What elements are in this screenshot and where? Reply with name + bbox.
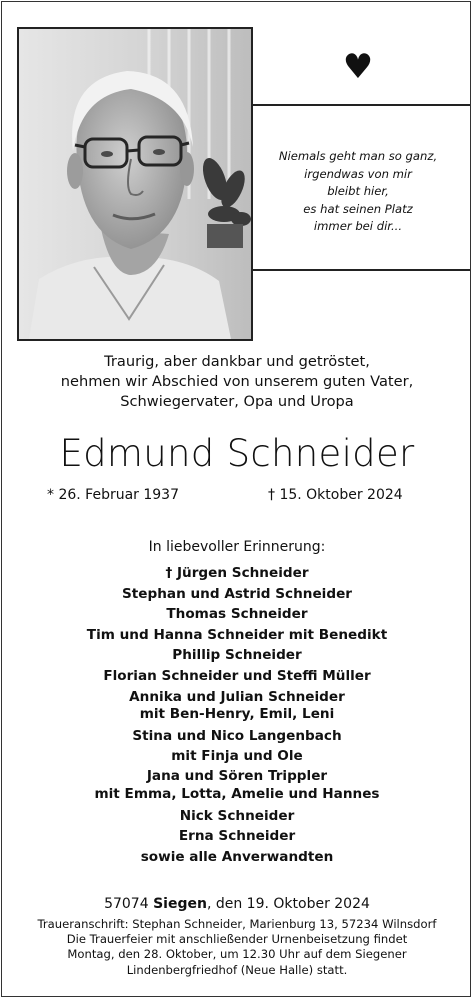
footer-line: Montag, den 28. Oktober, um 12.30 Uhr auf dem Siegener <box>67 947 407 962</box>
poem <box>258 148 458 236</box>
place-date <box>0 895 474 913</box>
footer-line: Lindenbergfriedhof (Neue Halle) statt. <box>126 962 348 977</box>
mourner-line: Thomas Schneider <box>166 606 308 623</box>
mourner-line: mit Ben-Henry, Emil, Leni <box>139 706 335 723</box>
notice-date: , den 19. Oktober 2024 <box>206 896 370 912</box>
poem-line: es hat seinen Platz <box>303 201 413 216</box>
memory-heading: In liebevoller Erinnerung: <box>148 539 326 555</box>
poem-line: bleibt hier, <box>327 184 389 198</box>
divider-top <box>253 104 470 106</box>
mourning-address: Traueranschrift: Stephan Schneider, Marienburg 13, 57234 Wilnsdorf <box>37 917 437 931</box>
poem-line: immer bei dir... <box>313 219 403 233</box>
footer-line: Die Trauerfeier mit anschließender Urnenbeisetzung findet <box>66 932 408 947</box>
mourner-line: Stina und Nico Langenbach <box>132 727 342 744</box>
mourner-line: Erna Schneider <box>178 828 296 845</box>
deceased-name: Edmund Schneider <box>59 432 415 475</box>
intro-line: Schwiegervater, Opa und Uropa <box>120 392 354 410</box>
poem-line: Niemals geht man so ganz, <box>278 149 438 163</box>
city: Siegen <box>153 896 207 912</box>
mourner-line: Nick Schneider <box>179 807 295 824</box>
mourner-line: mit Finja und Ole <box>171 748 303 765</box>
intro-text <box>0 352 474 411</box>
heart-icon: ♥ <box>342 47 374 87</box>
intro-line: nehmen wir Abschied von unserem guten Vater, <box>60 372 414 390</box>
poem-line: irgendwas von mir <box>304 166 412 181</box>
intro-line: Traurig, aber dankbar und getröstet, <box>104 353 370 370</box>
mourner-line: Stephan und Astrid Schneider <box>122 585 352 602</box>
mourner-line: Tim und Hanna Schneider mit Benedikt <box>86 626 388 643</box>
birth-date: * 26. Februar 1937 <box>47 487 179 503</box>
mourner-line: † Jürgen Schneider <box>165 565 309 581</box>
mourner-line: Annika und Julian Schneider <box>129 688 345 705</box>
mourner-line: mit Emma, Lotta, Amelie und Hannes <box>94 785 380 802</box>
mourner-line: Jana und Sören Trippler <box>146 767 328 784</box>
postcode: 57074 <box>104 896 149 912</box>
mourner-line: sowie alle Anverwandten <box>140 848 334 865</box>
death-date: † 15. Oktober 2024 <box>268 487 403 503</box>
mourners-list <box>0 563 474 868</box>
mourner-line: Florian Schneider und Steffi Müller <box>103 667 371 684</box>
portrait-photo <box>17 27 253 341</box>
divider-bottom <box>253 269 470 271</box>
funeral-info <box>0 917 474 978</box>
mourner-line: Phillip Schneider <box>172 647 302 664</box>
